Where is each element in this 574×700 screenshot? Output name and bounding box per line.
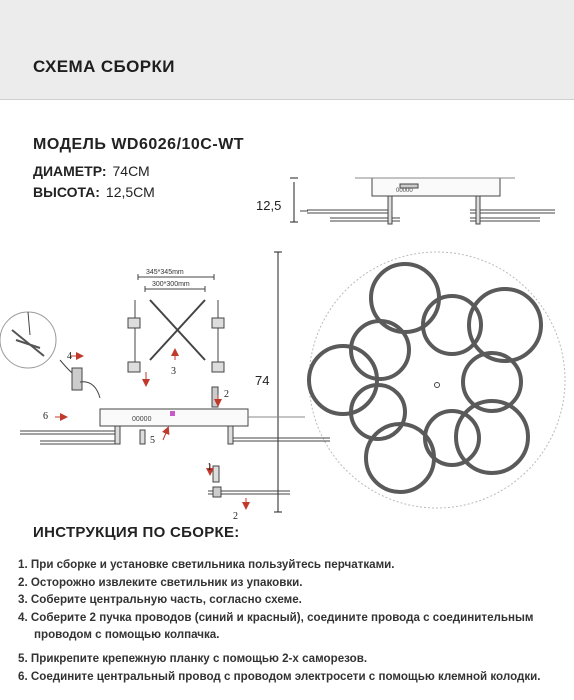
plate-code: 00000 bbox=[132, 416, 152, 423]
step-number: 6. bbox=[18, 669, 28, 683]
ring bbox=[425, 411, 479, 465]
callout-1: 1 bbox=[207, 462, 212, 473]
center-mark bbox=[435, 383, 440, 388]
step-text: Соберите 2 пучка проводов (синий и красный), соедините провода с соединительным bbox=[30, 610, 534, 624]
step-text: При сборке и установке светильника пользуйтесь перчатками. bbox=[30, 558, 395, 571]
mounting-bracket bbox=[128, 274, 224, 372]
callout-5: 5 bbox=[150, 435, 155, 446]
side-view-plate-code: 00000 bbox=[396, 188, 413, 194]
indicator-mark bbox=[170, 411, 175, 416]
wire-connector bbox=[0, 312, 100, 398]
model-value: WD6026/10C-WT bbox=[111, 136, 245, 153]
top-view bbox=[274, 252, 565, 512]
step-number: 2. bbox=[18, 575, 28, 589]
ring bbox=[423, 296, 481, 354]
list-item bbox=[18, 556, 568, 574]
ring bbox=[309, 346, 377, 414]
model-label: МОДЕЛЬ bbox=[33, 136, 107, 153]
height-value: 12,5СМ bbox=[105, 184, 155, 200]
assembly-body bbox=[20, 372, 330, 508]
step-text: Осторожно извлеките светильник из упаковки. bbox=[30, 575, 303, 589]
list-item bbox=[18, 609, 568, 627]
step-text: Прикрепите крепежную планку с помощью 2-х саморезов. bbox=[30, 652, 368, 666]
side-view bbox=[290, 178, 555, 224]
callout-2b: 2 bbox=[233, 511, 238, 520]
list-item bbox=[18, 668, 568, 686]
ring-group bbox=[309, 264, 541, 492]
list-item bbox=[18, 591, 568, 609]
instructions-list bbox=[18, 556, 568, 685]
list-item bbox=[18, 650, 568, 668]
height-dimension-label: 12,5 bbox=[256, 198, 282, 213]
list-item-continuation: проводом с помощью колпачка. bbox=[34, 628, 220, 642]
step-number: 1. bbox=[18, 558, 28, 571]
callout-3: 3 bbox=[171, 366, 176, 377]
step-number: 5. bbox=[18, 652, 28, 666]
height-label: ВЫСОТА: bbox=[33, 184, 100, 200]
callout-6: 6 bbox=[43, 411, 48, 422]
diameter-value: 74СМ bbox=[112, 163, 150, 179]
bracket-inner-size: 300*300mm bbox=[152, 281, 190, 288]
page-title: СХЕМА СБОРКИ bbox=[33, 57, 175, 76]
instructions-title: ИНСТРУКЦИЯ ПО СБОРКЕ: bbox=[33, 524, 240, 541]
step-number: 4. bbox=[18, 610, 28, 624]
callout-2: 2 bbox=[224, 389, 229, 400]
diameter-dimension-label: 74 bbox=[255, 373, 270, 388]
step-number: 3. bbox=[18, 593, 28, 607]
diameter-label: ДИАМЕТР: bbox=[33, 163, 107, 179]
callout-4: 4 bbox=[67, 351, 72, 362]
list-item bbox=[18, 574, 568, 592]
step-text: Соедините центральный провод с проводом электросети с помощью клемной колодки. bbox=[30, 669, 541, 683]
bracket-outer-size: 345*345mm bbox=[146, 269, 184, 276]
step-text: Соберите центральную часть, согласно схеме. bbox=[30, 593, 302, 607]
